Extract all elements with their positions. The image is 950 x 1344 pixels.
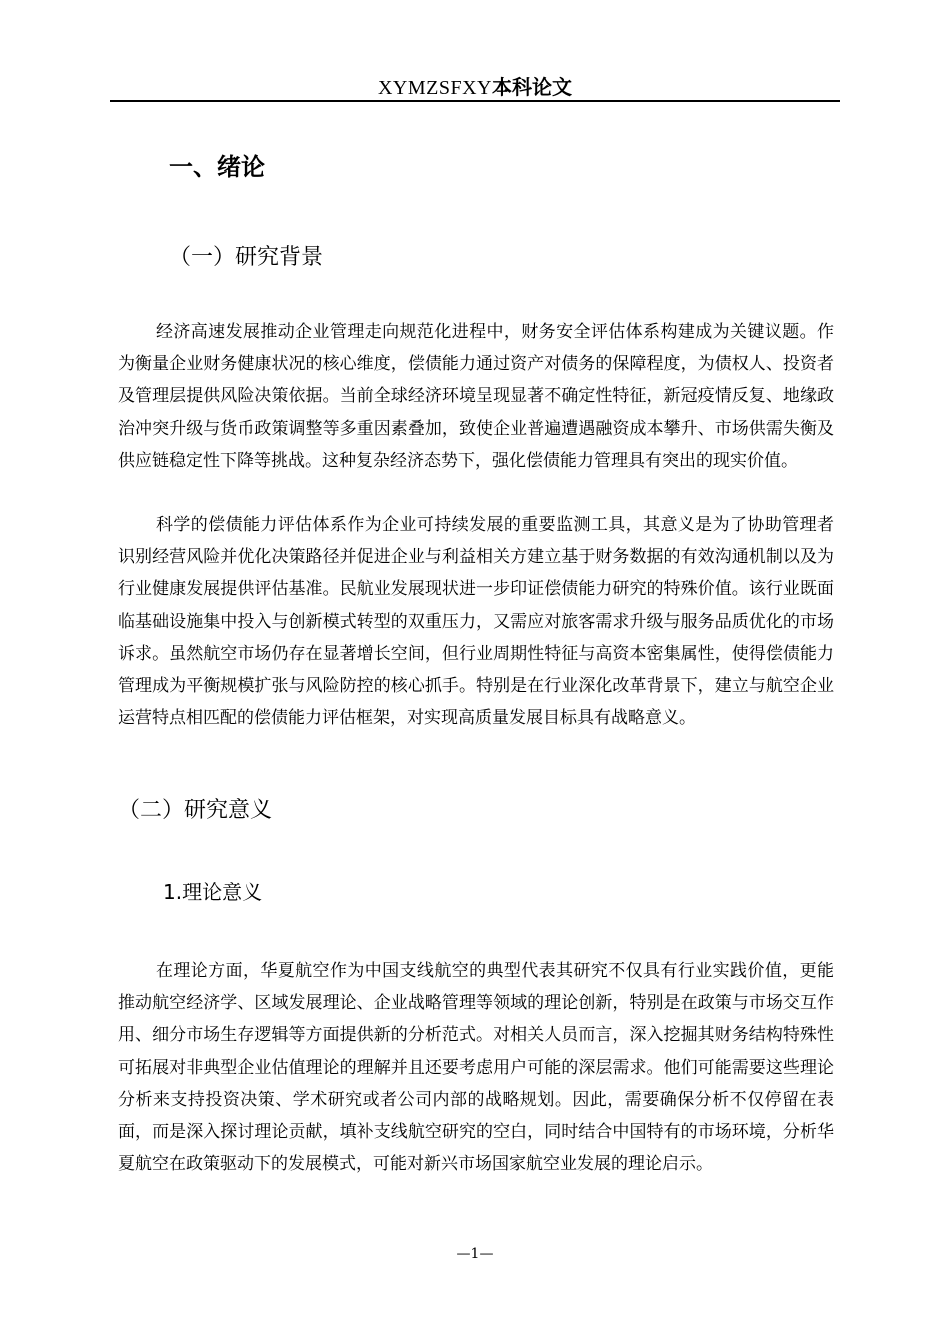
- header-rule: [110, 100, 840, 102]
- paragraph-background-2: 科学的偿债能力评估体系作为企业可持续发展的重要监测工具，其意义是为了协助管理者识别经营风险并优化决策路径并促进企业与利益相关方建立基于财务数据的有效沟通机制以及为行业健康发展提供评估基准。民航业发展现状进一步印证偿债能力研究的特殊价值。该行业既面临基础设施集中投入与创新模式转型的双重压力，又需应对旅客需求升级与服务品质优化的市场诉求。虽然航空市场仍存在显著增长空间，但行业周期性特征与高资本密集属性，使得偿债能力管理成为平衡规模扩张与风险防控的核心抓手。特别是在行业深化改革背景下，建立与航空企业运营特点相匹配的偿债能力评估框架，对实现高质量发展目标具有战略意义。: [118, 515, 834, 729]
- header-label: 本科论文: [492, 75, 573, 99]
- page-number: —1—: [456, 1246, 494, 1262]
- paragraph-theory: 在理论方面，华夏航空作为中国支线航空的典型代表其研究不仅具有行业实践价值，更能推动航空经济学、区域发展理论、企业战略管理等领域的理论创新，特别是在政策与市场交互作用、细分市场生存逻辑等方面提供新的分析范式。对相关人员而言，深入挖掘其财务结构特殊性可拓展对非典型企业估值理论的理解并且还要考虑用户可能的深层需求。他们可能需要这些理论分析来支持投资决策、学术研究或者公司内部的战略规划。因此，需要确保分析不仅停留在表面，而是深入探讨理论贡献，填补支线航空研究的空白，同时结合中国特有的市场环境，分析华夏航空在政策驱动下的发展模式，可能对新兴市场国家航空业发展的理论启示。: [118, 961, 834, 1175]
- section-heading-significance: （二）研究意义: [118, 798, 273, 823]
- header-code: XYMZSFXY: [377, 77, 493, 99]
- subsection-heading-theory: 1.理论意义: [163, 880, 263, 904]
- running-header: [110, 74, 840, 101]
- section-heading-background: （一）研究背景: [169, 245, 324, 270]
- paragraph-background-1: 经济高速发展推动企业管理走向规范化进程中，财务安全评估体系构建成为关键议题。作为衡量企业财务健康状况的核心维度，偿债能力通过资产对债务的保障程度，为债权人、投资者及管理层提供风险决策依据。当前全球经济环境呈现显著不确定性特征，新冠疫情反复、地缘政治冲突升级与货币政策调整等多重因素叠加，致使企业普遍遭遇融资成本攀升、市场供需失衡及供应链稳定性下降等挑战。这种复杂经济态势下，强化偿债能力管理具有突出的现实价值。: [118, 322, 834, 471]
- chapter-title: 一、绪论: [169, 153, 265, 181]
